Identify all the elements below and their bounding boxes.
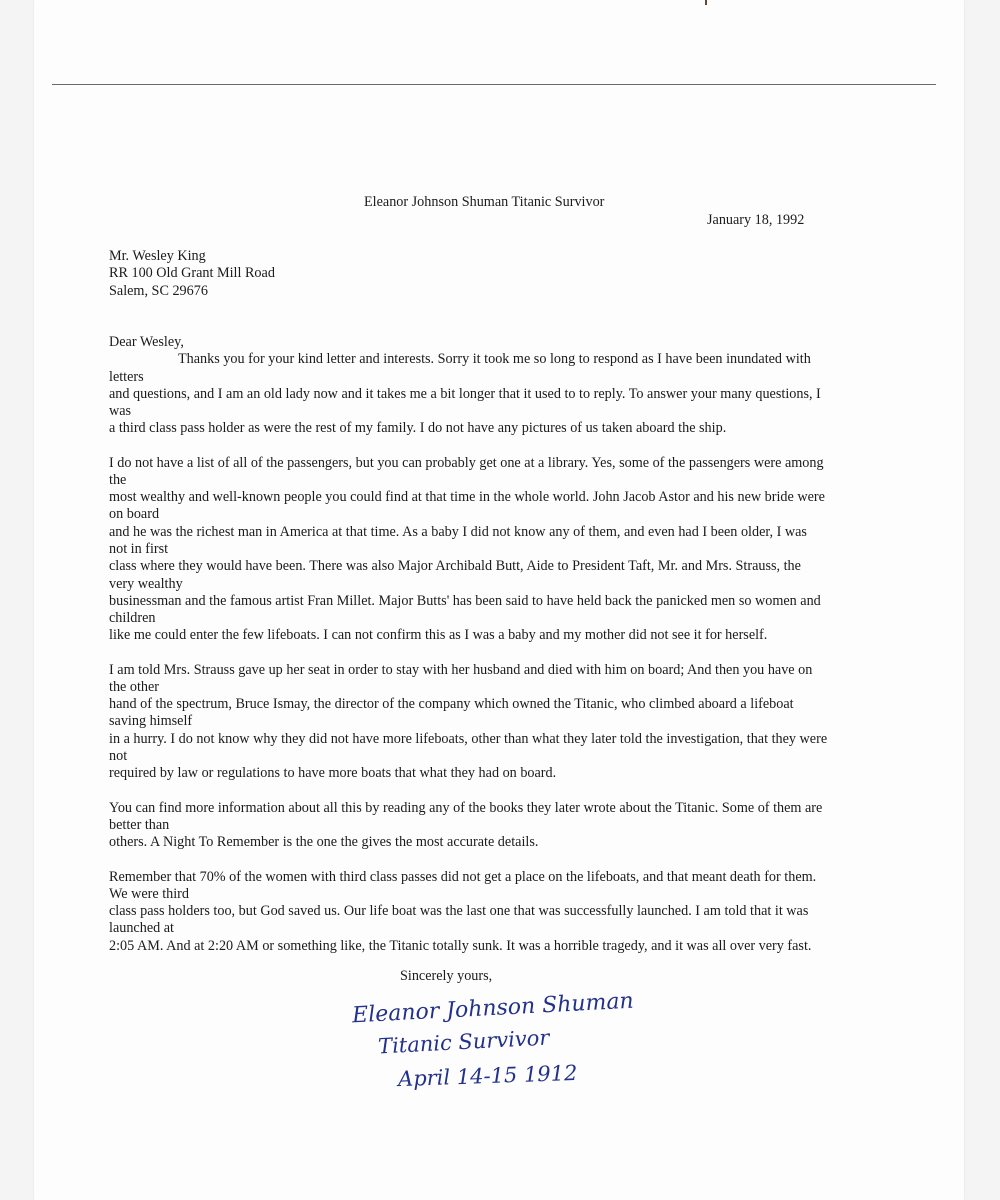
body-line: in a hurry. I do not know why they did not have more lifeboats, other than what they later told the investigation, that they were [109, 731, 828, 747]
body-line: the [109, 472, 127, 488]
body-line: Thanks you for your kind letter and interests. Sorry it took me so long to respond as I have been inundated with [178, 351, 811, 367]
body-line: businessman and the famous artist Fran Millet. Major Butts' has been said to have held back the panicked men so women and [109, 593, 821, 609]
signature-title: Titanic Survivor [377, 1025, 550, 1059]
body-line: letters [109, 369, 144, 385]
body-line: hand of the spectrum, Bruce Ismay, the director of the company which owned the Titanic, who climbed aboard a lifeboat [109, 696, 794, 712]
body-line: saving himself [109, 713, 193, 729]
body-line: on board [109, 506, 160, 522]
body-line: most wealthy and well-known people you could find at that time in the whole world. John Jacob Astor and his new bride were [109, 489, 825, 505]
body-line: others. A Night To Remember is the one the gives the most accurate details. [109, 834, 539, 850]
recipient-city: Salem, SC 29676 [109, 283, 208, 299]
body-line: class pass holders too, but God saved us. Our life boat was the last one that was successfully launched. I am told that it was [109, 903, 809, 919]
body-line: was [109, 403, 132, 419]
letter-date: January 18, 1992 [707, 212, 805, 228]
body-line: the other [109, 679, 160, 695]
body-line: not [109, 748, 128, 764]
body-line: launched at [109, 920, 174, 936]
body-line: I do not have a list of all of the passengers, but you can probably get one at a library. Yes, some of the passengers were among [109, 455, 824, 471]
body-line: required by law or regulations to have more boats that what they had on board. [109, 765, 557, 781]
body-line: children [109, 610, 156, 626]
body-line: You can find more information about all this by reading any of the books they later wrote about the Titanic. Some of them are [109, 800, 823, 816]
signature-name: Eleanor Johnson Shuman [351, 988, 635, 1029]
body-line: better than [109, 817, 170, 833]
body-line: 2:05 AM. And at 2:20 AM or something like, the Titanic totally sunk. It was a horrible tragedy, and it was all over very fast. [109, 938, 812, 954]
signature-date: April 14-15 1912 [397, 1060, 578, 1092]
salutation: Dear Wesley, [109, 334, 184, 350]
body-line: class where they would have been. There was also Major Archibald Butt, Aide to President Taft, Mr. and Mrs. Strauss, the [109, 558, 801, 574]
body-line: and he was the richest man in America at that time. As a baby I did not know any of them, and even had I been older, I was [109, 524, 807, 540]
body-line: and questions, and I am an old lady now and it takes me a bit longer that it used to to reply. To answer your many questions, I [109, 386, 821, 402]
body-line: We were third [109, 886, 190, 902]
body-line: I am told Mrs. Strauss gave up her seat in order to stay with her husband and died with him on board; And then you have on [109, 662, 813, 678]
body-line: very wealthy [109, 576, 183, 592]
body-line: like me could enter the few lifeboats. I can not confirm this as I was a baby and my mother did not see it for herself. [109, 627, 768, 643]
letter-heading: Eleanor Johnson Shuman Titanic Survivor [364, 194, 605, 210]
recipient-name: Mr. Wesley King [109, 248, 206, 264]
body-line: a third class pass holder as were the rest of my family. I do not have any pictures of us taken aboard the ship. [109, 420, 727, 436]
recipient-street: RR 100 Old Grant Mill Road [109, 265, 275, 281]
body-line: not in first [109, 541, 169, 557]
body-line: Remember that 70% of the women with third class passes did not get a place on the lifeboats, and that meant death for them. [109, 869, 817, 885]
closing: Sincerely yours, [400, 968, 493, 984]
